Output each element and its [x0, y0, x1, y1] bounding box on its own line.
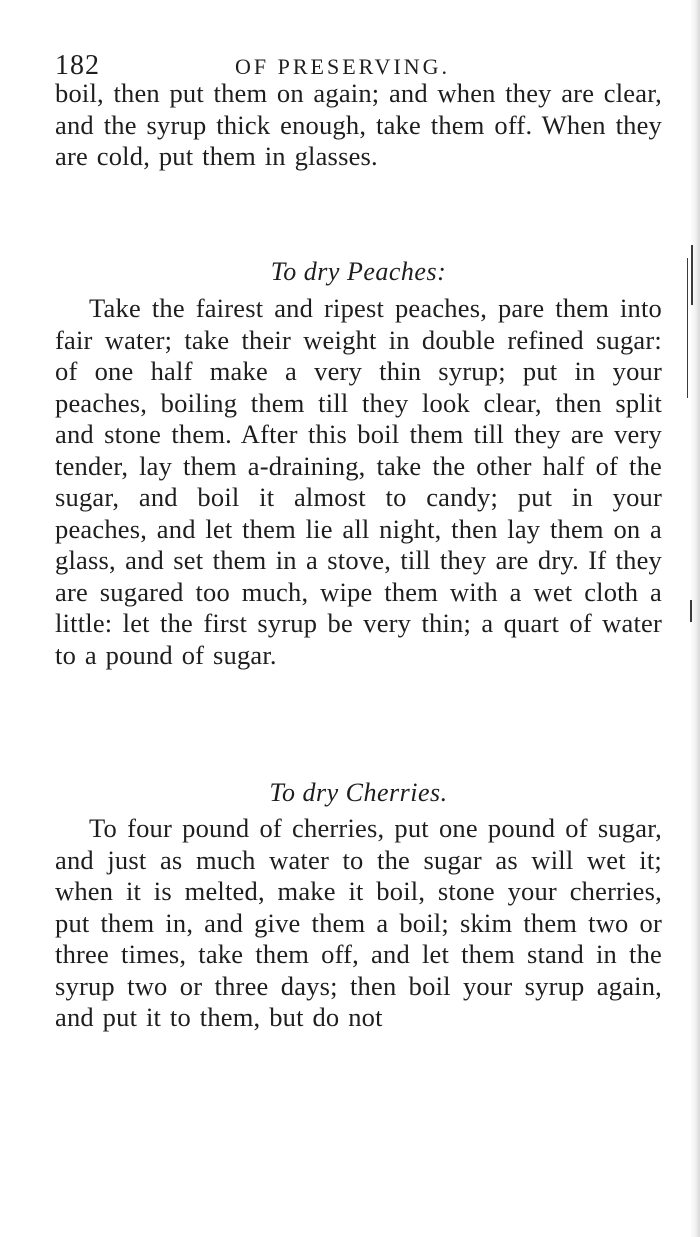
running-head: OF PRESERVING. — [235, 54, 451, 79]
cherries-paragraph: To four pound of cherries, put one pound of sugar, and just as much water to the sugar as will wet it; when it is melted, make it boil, stone your cherries, put them in, and give them a boil; skim them two or three times, take them off, and let them stand in the syrup two or three days; then boil your syrup again, and put it to them, but do not — [55, 813, 662, 1032]
page-edge-mark — [690, 600, 692, 622]
page-edge-mark — [691, 245, 693, 305]
peaches-paragraph: Take the fairest and ripest peaches, pare them into fair water; take their weight in double refined sugar: of one half make a very thin syrup; put in your peaches, boiling them till they look clear, then split and stone them. After this boil them till they are very tender, lay them a-draining, take the other half of the sugar, and boil it almost to candy; put in your peaches, and let them lie all night, then lay them on a glass, and set them in a stove, till they are dry. If they are sugared too much, wipe them with a wet cloth a little: let the first syrup be very thin; a quart of water to a pound of sugar. — [55, 293, 662, 670]
peaches-heading: To dry Peaches: — [270, 257, 447, 286]
page-edge-mark — [687, 258, 688, 398]
cherries-heading: To dry Cherries. — [269, 778, 448, 807]
continued-paragraph: boil, then put them on again; and when they are clear, and the syrup thick enough, take them off. When they are cold, put them in glasses. — [55, 78, 662, 171]
page-number: 182 — [55, 50, 100, 81]
